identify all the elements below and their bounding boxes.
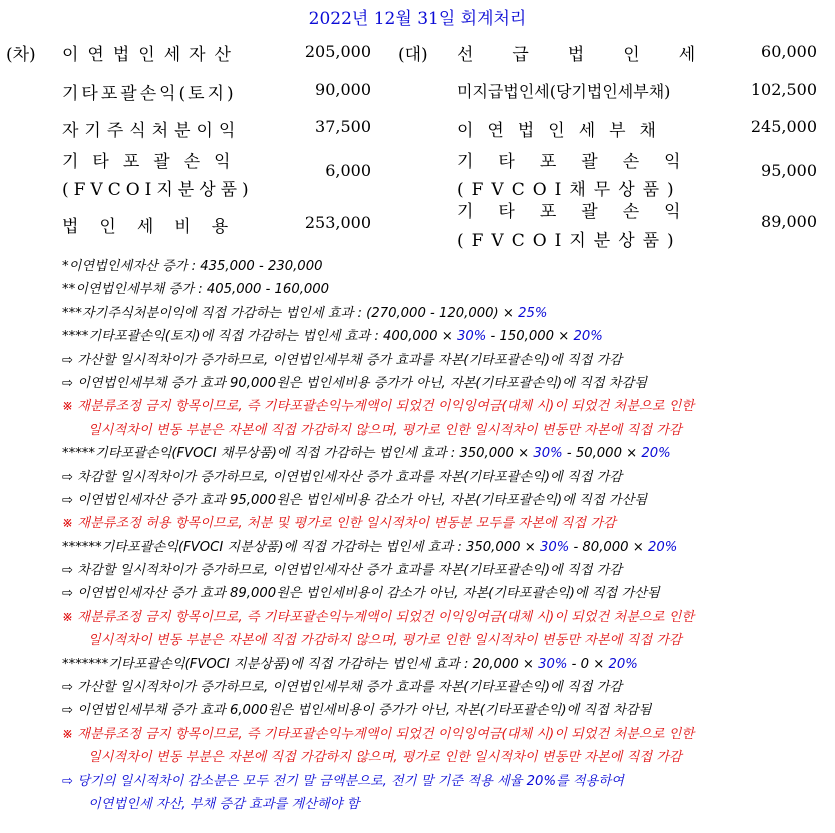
arrow-right-icon: ⇨ xyxy=(62,563,74,579)
note-text: 가산할 일시적차이가 증가하므로, 이연법인세부채 증가 효과를 자본(기타포괄손익)에 직접 가감 xyxy=(77,680,623,696)
arrow-right-icon: ⇨ xyxy=(62,586,74,602)
note-text: 이연법인세부채 증가 효과 90,000원은 법인세비용 증가가 아닌, 자본(기타포괄손익)에 직접 차감됨 xyxy=(77,375,647,391)
note-text: - 80,000 × xyxy=(569,539,648,555)
note-line xyxy=(62,676,832,699)
warning-line: 일시적차이 변동 부분은 자본에 직접 가감하지 않으며, 평가로 인한 일시적차이 변동만 자본에 직접 가감 xyxy=(88,750,682,766)
warning-line: ※ 재분류조정 금지 항목이므로, 즉 기타포괄손익누계액이 되었건 이익잉여금(대체 시)이 되었건 처분으로 인한 xyxy=(62,399,695,415)
note-text: - 150,000 × xyxy=(486,329,574,345)
note-line xyxy=(62,302,832,325)
credit-amount: 102,500 xyxy=(750,80,817,99)
debit-item-label xyxy=(62,40,254,65)
credit-amount: 95,000 xyxy=(761,161,817,180)
credit-marker: (대) xyxy=(398,45,428,65)
note-line xyxy=(62,770,832,793)
note-text: ****기타포괄손익(토지)에 직접 가감하는 법인세 효과 : 400,000 × xyxy=(62,329,458,345)
debit-label-sub: (FVCOI지분상품) xyxy=(62,180,254,200)
debit-label: 법인세비용 xyxy=(62,217,250,237)
note-text: 이연법인세부채 증가 효과 6,000원은 법인세비용이 증가가 아닌, 자본(기타포괄손익)에 직접 차감됨 xyxy=(77,703,652,719)
debit-label: 기타포괄손익(토지) xyxy=(62,84,237,104)
debit-amount: 205,000 xyxy=(304,42,371,61)
note-line xyxy=(62,582,832,605)
arrow-right-icon: ⇨ xyxy=(62,375,74,391)
arrow-right-icon: ⇨ xyxy=(62,703,74,719)
debit-amount: 253,000 xyxy=(304,213,371,232)
note-text: *******기타포괄손익(FVOCI 지분상품)에 직접 가감하는 법인세 효과 : 20,000 × xyxy=(62,656,539,672)
credit-amount: 89,000 xyxy=(761,212,817,231)
credit-label: 기타포괄손익 xyxy=(457,202,706,222)
tax-rate: 30% xyxy=(533,446,563,462)
debit-label: 이연법인세자산 xyxy=(62,45,240,65)
note-text: 차감할 일시적차이가 증가하므로, 이연법인세자산 증가 효과를 자본(기타포괄손익)에 직접 가감 xyxy=(77,469,623,485)
credit-amount: 245,000 xyxy=(750,117,817,136)
note-text: 가산할 일시적차이가 증가하므로, 이연법인세부채 증가 효과를 자본(기타포괄손익)에 직접 가감 xyxy=(77,352,623,368)
warning-line: 일시적차이 변동 부분은 자본에 직접 가감하지 않으며, 평가로 인한 일시적차이 변동만 자본에 직접 가감 xyxy=(88,422,682,438)
debit-amount: 6,000 xyxy=(325,161,371,180)
note-line xyxy=(62,466,832,489)
note-line: 이연법인세 자산, 부채 증감 효과를 계산해야 함 xyxy=(88,796,360,812)
credit-label-sub: (FVCOI채무상품) xyxy=(457,180,682,200)
arrow-right-icon: ⇨ xyxy=(62,773,74,789)
note-line xyxy=(62,489,832,512)
note-text: ******기타포괄손익(FVOCI 지분상품)에 직접 가감하는 법인세 효과 : 350,000 × xyxy=(62,539,540,555)
note-text: - 0 × xyxy=(567,656,609,672)
debit-label: 기타포괄손익 xyxy=(62,152,245,172)
arrow-right-icon: ⇨ xyxy=(62,469,74,485)
tax-rate: 20% xyxy=(641,446,671,462)
note-line xyxy=(62,372,832,395)
tax-rate: 20% xyxy=(648,539,678,555)
note-text: 이연법인세자산 증가 효과 95,000원은 법인세비용 감소가 아닌, 자본(기타포괄손익)에 직접 가산됨 xyxy=(77,492,647,508)
note-line xyxy=(62,536,832,559)
note-line: **이연법인세부채 증가 : 405,000 - 160,000 xyxy=(62,282,330,298)
note-line: *이연법인세자산 증가 : 435,000 - 230,000 xyxy=(62,259,323,274)
tax-rate: 30% xyxy=(457,329,487,345)
note-line xyxy=(62,325,832,348)
note-text: *****기타포괄손익(FVOCI 채무상품)에 직접 가감하는 법인세 효과 : 350,000 × xyxy=(62,446,534,462)
debit-marker: (차) xyxy=(6,45,36,65)
arrow-right-icon: ⇨ xyxy=(62,352,74,368)
notes-section xyxy=(62,255,832,816)
tax-rate: 25% xyxy=(518,305,548,321)
note-line xyxy=(62,442,832,465)
arrow-right-icon: ⇨ xyxy=(62,492,74,508)
credit-label: 미지급법인세(당기법인세부채) xyxy=(457,82,671,101)
tax-rate: 20% xyxy=(573,329,603,345)
credit-label: 기타포괄손익 xyxy=(457,152,706,172)
debit-amount: 37,500 xyxy=(315,117,371,136)
note-line xyxy=(62,349,832,372)
tax-rate: 30% xyxy=(539,539,570,555)
credit-label: 이연법인세부채 xyxy=(457,121,670,141)
warning-line: ※ 재분류조정 금지 항목이므로, 즉 기타포괄손익누계액이 되었건 이익잉여금(대체 시)이 되었건 처분으로 인한 xyxy=(62,726,695,742)
warning-line: 일시적차이 변동 부분은 자본에 직접 가감하지 않으며, 평가로 인한 일시적차이 변동만 자본에 직접 가감 xyxy=(88,633,682,649)
warning-line: ※ 재분류조정 금지 항목이므로, 즉 기타포괄손익누계액이 되었건 이익잉여금(대체 시)이 되었건 처분으로 인한 xyxy=(62,609,695,625)
note-text: ***자기주식처분이익에 직접 가감하는 법인세 효과 : (270,000 - 120,000) × xyxy=(62,305,519,321)
note-line xyxy=(62,559,832,582)
debit-label: 자기주식처분이익 xyxy=(62,121,242,141)
note-line xyxy=(62,699,832,722)
debit-amount: 90,000 xyxy=(315,80,371,99)
note-text: 당기의 일시적차이 감소분은 모두 전기 말 금액분으로, 전기 말 기준 적용 세율 20%를 적용하여 xyxy=(77,773,624,789)
tax-rate: 30% xyxy=(538,656,568,672)
note-text: 이연법인세자산 증가 효과 89,000원은 법인세비용이 감소가 아닌, 자본(기타포괄손익)에 직접 가산됨 xyxy=(77,586,660,602)
arrow-right-icon: ⇨ xyxy=(62,680,74,696)
warning-line: ※ 재분류조정 허용 항목이므로, 처분 및 평가로 인한 일시적차이 변동분 모두를 자본에 직접 가감 xyxy=(62,516,616,532)
credit-label: 선급법인세 xyxy=(457,45,735,65)
credit-label-sub: (FVCOI지분상품) xyxy=(457,231,682,251)
note-text: 차감할 일시적차이가 증가하므로, 이연법인세자산 증가 효과를 자본(기타포괄손익)에 직접 가감 xyxy=(77,563,623,579)
credit-amount: 60,000 xyxy=(761,42,817,61)
tax-rate: 20% xyxy=(608,656,638,672)
note-text: - 50,000 × xyxy=(562,446,642,462)
page-title: 2022년 12월 31일 회계처리 xyxy=(308,9,527,29)
note-line xyxy=(62,653,832,676)
